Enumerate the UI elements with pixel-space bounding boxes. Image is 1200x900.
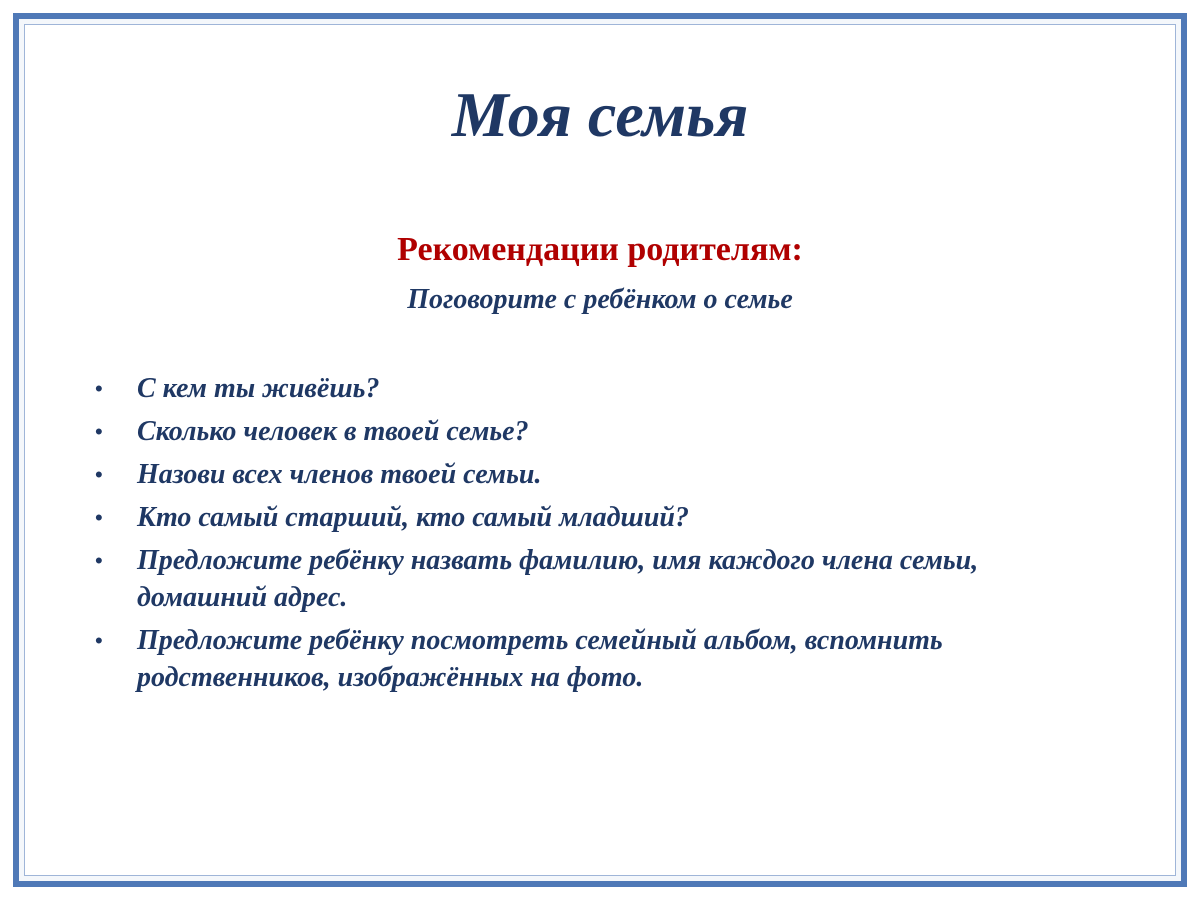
recommendations-heading: Рекомендации родителям: (397, 231, 803, 268)
list-item-text: Предложите ребёнку посмотреть семейный альбом, вспомнить родственников, изображённых на фото. (137, 625, 943, 693)
bullet-icon: • (95, 462, 103, 487)
bullet-icon: • (95, 548, 103, 573)
list-item-text: Кто самый старший, кто самый младший? (137, 502, 689, 533)
list-item-text: Назови всех членов твоей семьи. (137, 459, 542, 490)
bullet-icon: • (95, 505, 103, 530)
list-item (95, 370, 1115, 407)
list-item-text: Сколько человек в твоей семье? (137, 416, 529, 447)
list-item (95, 622, 1115, 696)
recommendations-subheading: Поговорите с ребёнком о семье (407, 284, 793, 315)
slide-title: Моя семья (451, 79, 749, 150)
list-item (95, 413, 1115, 450)
bullet-icon: • (95, 628, 103, 653)
list-item (95, 542, 1115, 616)
list-item (95, 499, 1115, 536)
bullet-icon: • (95, 419, 103, 444)
recommendations-list (95, 370, 1115, 702)
list-item-text: Предложите ребёнку назвать фамилию, имя каждого члена семьи, домашний адрес. (137, 545, 979, 613)
list-item (95, 456, 1115, 493)
list-item-text: С кем ты живёшь? (137, 373, 380, 404)
bullet-icon: • (95, 376, 103, 401)
